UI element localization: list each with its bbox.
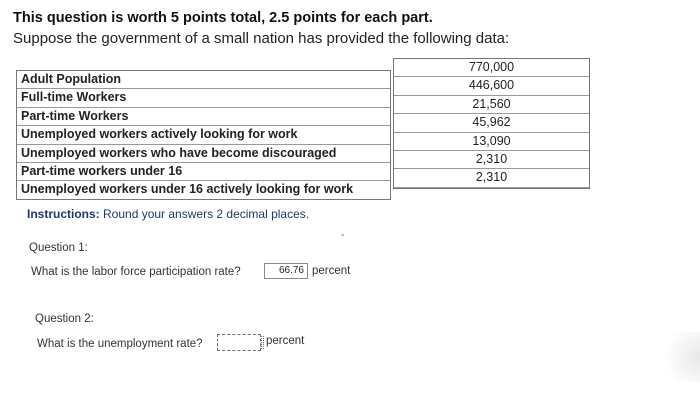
question1-label: Question 1: [29,242,88,254]
table-row-value: 2,310 [394,169,589,187]
table-row-label: Part-time Workers [17,108,390,126]
table-row-label: Part-time workers under 16 [17,163,390,181]
instructions-label: Instructions: [27,207,100,221]
table-row-label: Unemployed workers under 16 actively looking for work [21,182,354,197]
table-row-label: Full-time Workers [17,89,390,107]
table-row-value: 770,000 [394,59,589,77]
resize-handle-icon[interactable] [261,336,264,349]
cursor-mark-icon: ▪ [341,230,345,240]
table-row-label: Unemployed workers actively looking for work [17,126,390,144]
table-row-value: 13,090 [394,133,589,151]
table-row-value: 45,962 [394,114,589,132]
table-row-label: Unemployed workers who have become discouraged [17,145,390,163]
data-table-values [393,58,590,189]
question2-label: Question 2: [35,313,94,325]
table-row-value: 2,310 [394,151,589,169]
table-row-value: 446,600 [394,77,589,95]
data-table-labels [16,70,391,200]
question-intro: Suppose the government of a small nation has provided the following data: [13,30,510,47]
table-row-label: Adult Population [17,71,390,89]
instructions [27,207,309,221]
question1-text: What is the labor force participation rate? [31,266,241,278]
question1-answer-field[interactable]: 66.76 [264,263,308,279]
question2-text: What is the unemployment rate? [37,338,203,350]
instructions-text: Round your answers 2 decimal places. [99,207,310,221]
question2-answer-field[interactable] [217,334,261,351]
points-note: This question is worth 5 points total, 2.5 points for each part. [13,10,433,26]
glare-overlay [660,332,700,382]
table-row-value: 21,560 [394,96,589,114]
question2-unit: percent [266,335,305,347]
question1-unit: percent [312,265,351,277]
